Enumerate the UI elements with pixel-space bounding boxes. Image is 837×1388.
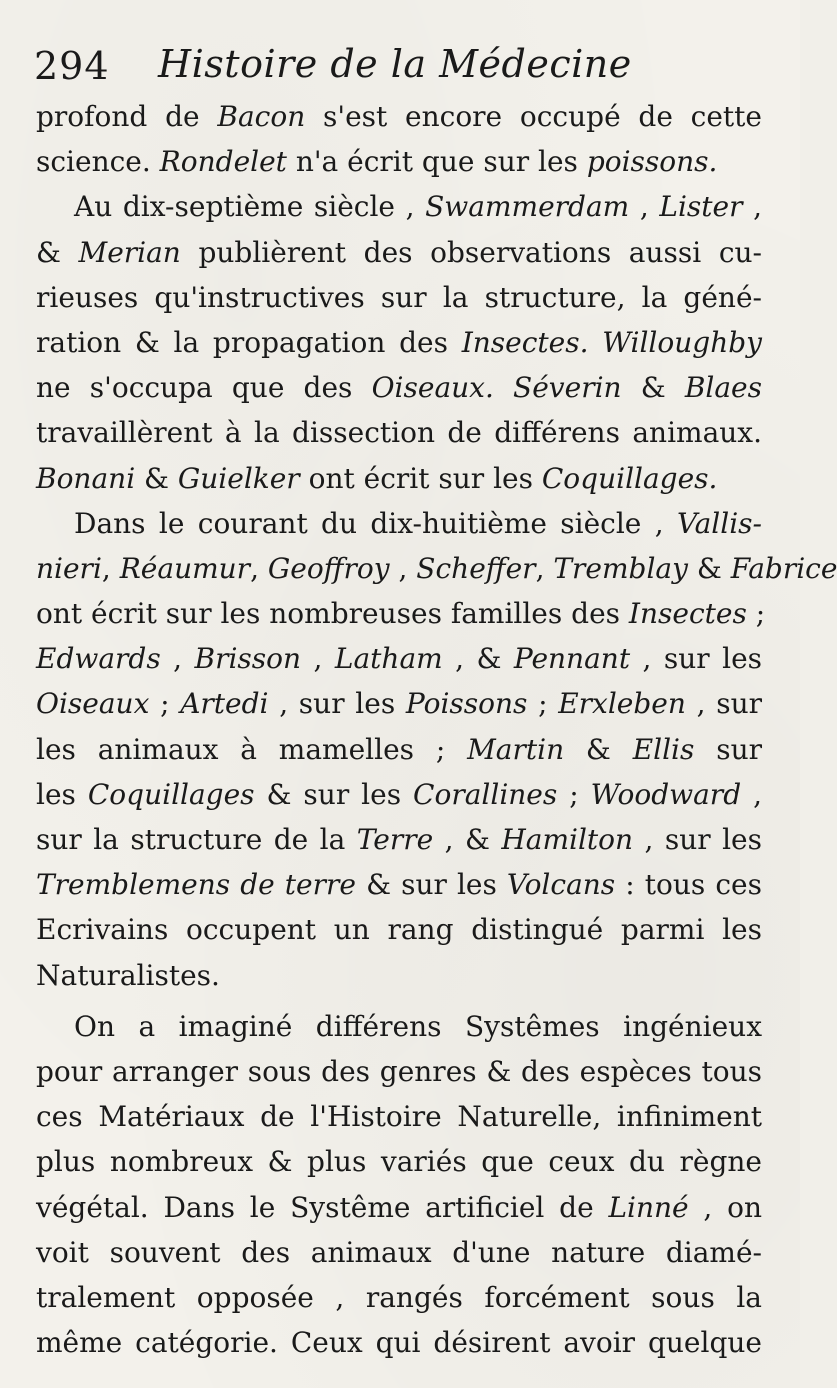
text-line: ration & la propagation des Insectes. Willoughby (36, 325, 762, 359)
italic-text: Erxleben (558, 687, 686, 721)
italic-text: Scheffer (416, 551, 536, 585)
text-line: Tremblemens de terre & sur les Volcans : tous ces (36, 868, 762, 902)
italic-text: Oiseaux (36, 687, 150, 721)
italic-text: Martin (467, 732, 565, 766)
text-line: Dans le courant du dix-huitième siècle , Vallis- (74, 506, 762, 540)
italic-text: Coquillages (87, 777, 255, 811)
text-line: ont écrit sur les nombreuses familles des Insectes ; (36, 597, 766, 631)
text-line: ne s'occupa que des Oiseaux. Séverin & Blaes (36, 371, 762, 405)
italic-text: Brisson (194, 642, 302, 676)
italic-text: Woodward (590, 777, 742, 811)
italic-text: Corallines (413, 777, 558, 811)
italic-text: Blaes (684, 371, 762, 405)
italic-text: Bacon (217, 100, 306, 133)
text-line: Oiseaux ; Artedi , sur les Poissons ; Erxleben , sur (36, 687, 762, 721)
italic-text: Edwards (36, 642, 161, 676)
text-line: Ecrivains occupent un rang distingué parmi les (36, 913, 762, 947)
text-line: les animaux à mamelles ; Martin & Ellis sur (36, 732, 762, 766)
italic-text: Rondelet (159, 145, 287, 179)
text-line: même catégorie. Ceux qui désirent avoir quelque (36, 1326, 762, 1360)
text-line: plus nombreux & plus variés que ceux du règne (36, 1145, 762, 1179)
italic-text: nieri (36, 551, 102, 585)
italic-text: Volcans (506, 868, 616, 902)
italic-text: Linné (608, 1190, 689, 1224)
page-number: 294 (34, 44, 110, 88)
italic-text: Hamilton (501, 823, 634, 856)
text-line: profond de Bacon s'est encore occupé de cette (36, 100, 763, 133)
text-line: rieuses qu'instructives sur la structure, la géné- (36, 280, 762, 314)
italic-text: Willoughby (602, 325, 762, 359)
text-line: Naturalistes. (36, 958, 220, 992)
text-line: les Coquillages & sur les Corallines ; Woodward , (36, 777, 762, 811)
italic-text: Artedi (180, 687, 269, 721)
text-line: sur la structure de la Terre , & Hamilton , sur les (36, 823, 762, 856)
text-line: Edwards , Brisson , Latham , & Pennant , sur les (36, 642, 763, 676)
running-title: Histoire de la Médecine (158, 42, 632, 86)
body-text (36, 94, 837, 1365)
italic-text: Pennant (513, 642, 631, 676)
italic-text: Geoffroy (267, 551, 390, 585)
text-line: Au dix-septième siècle , Swammerdam , Lister , (74, 190, 762, 224)
italic-text: Coquillages. (541, 461, 718, 495)
italic-text: Merian (78, 235, 181, 269)
italic-text: Réaumur (119, 551, 251, 585)
text-line: voit souvent des animaux d'une nature diamé- (36, 1235, 762, 1269)
italic-text: Bonani (36, 461, 136, 495)
italic-text: Terre (356, 823, 434, 856)
italic-text: Vallis- (676, 506, 762, 540)
italic-text: poissons. (586, 145, 718, 179)
text-line: pour arranger sous des genres & des espèces tous (36, 1054, 762, 1088)
italic-text: Oiseaux. (371, 371, 494, 405)
page-header (34, 38, 754, 88)
text-line: ces Matériaux de l'Histoire Naturelle, infiniment (36, 1100, 762, 1134)
italic-text: Séverin (513, 371, 622, 405)
italic-text: Tremblay (553, 551, 688, 585)
text-line: Bonani & Guielker ont écrit sur les Coquillages. (36, 461, 718, 495)
text-line: science. Rondelet n'a écrit que sur les poissons. (36, 145, 718, 179)
italic-text: Poissons (405, 687, 528, 721)
text-line: On a imaginé différens Systêmes ingénieux (74, 1009, 762, 1043)
text-line: tralement opposée , rangés forcément sous la (36, 1280, 762, 1314)
italic-text: Insectes. (461, 325, 589, 359)
italic-text: Lister (659, 190, 743, 224)
italic-text: Fabrice (730, 551, 837, 585)
italic-text: Swammerdam (425, 190, 630, 224)
text-line: & Merian publièrent des observations aussi cu- (36, 235, 762, 269)
text-line: nieri, Réaumur, Geoffroy , Scheffer, Tremblay & Fabrice (36, 551, 837, 585)
italic-text: Tremblemens de terre (36, 868, 356, 902)
text-line: végétal. Dans le Systême artificiel de Linné , on (36, 1190, 762, 1224)
italic-text: Latham (334, 642, 443, 676)
italic-text: Guielker (177, 461, 300, 495)
italic-text: Ellis (632, 732, 695, 766)
text-line: travaillèrent à la dissection de différens animaux. (36, 416, 762, 450)
italic-text: Insectes (628, 597, 747, 631)
